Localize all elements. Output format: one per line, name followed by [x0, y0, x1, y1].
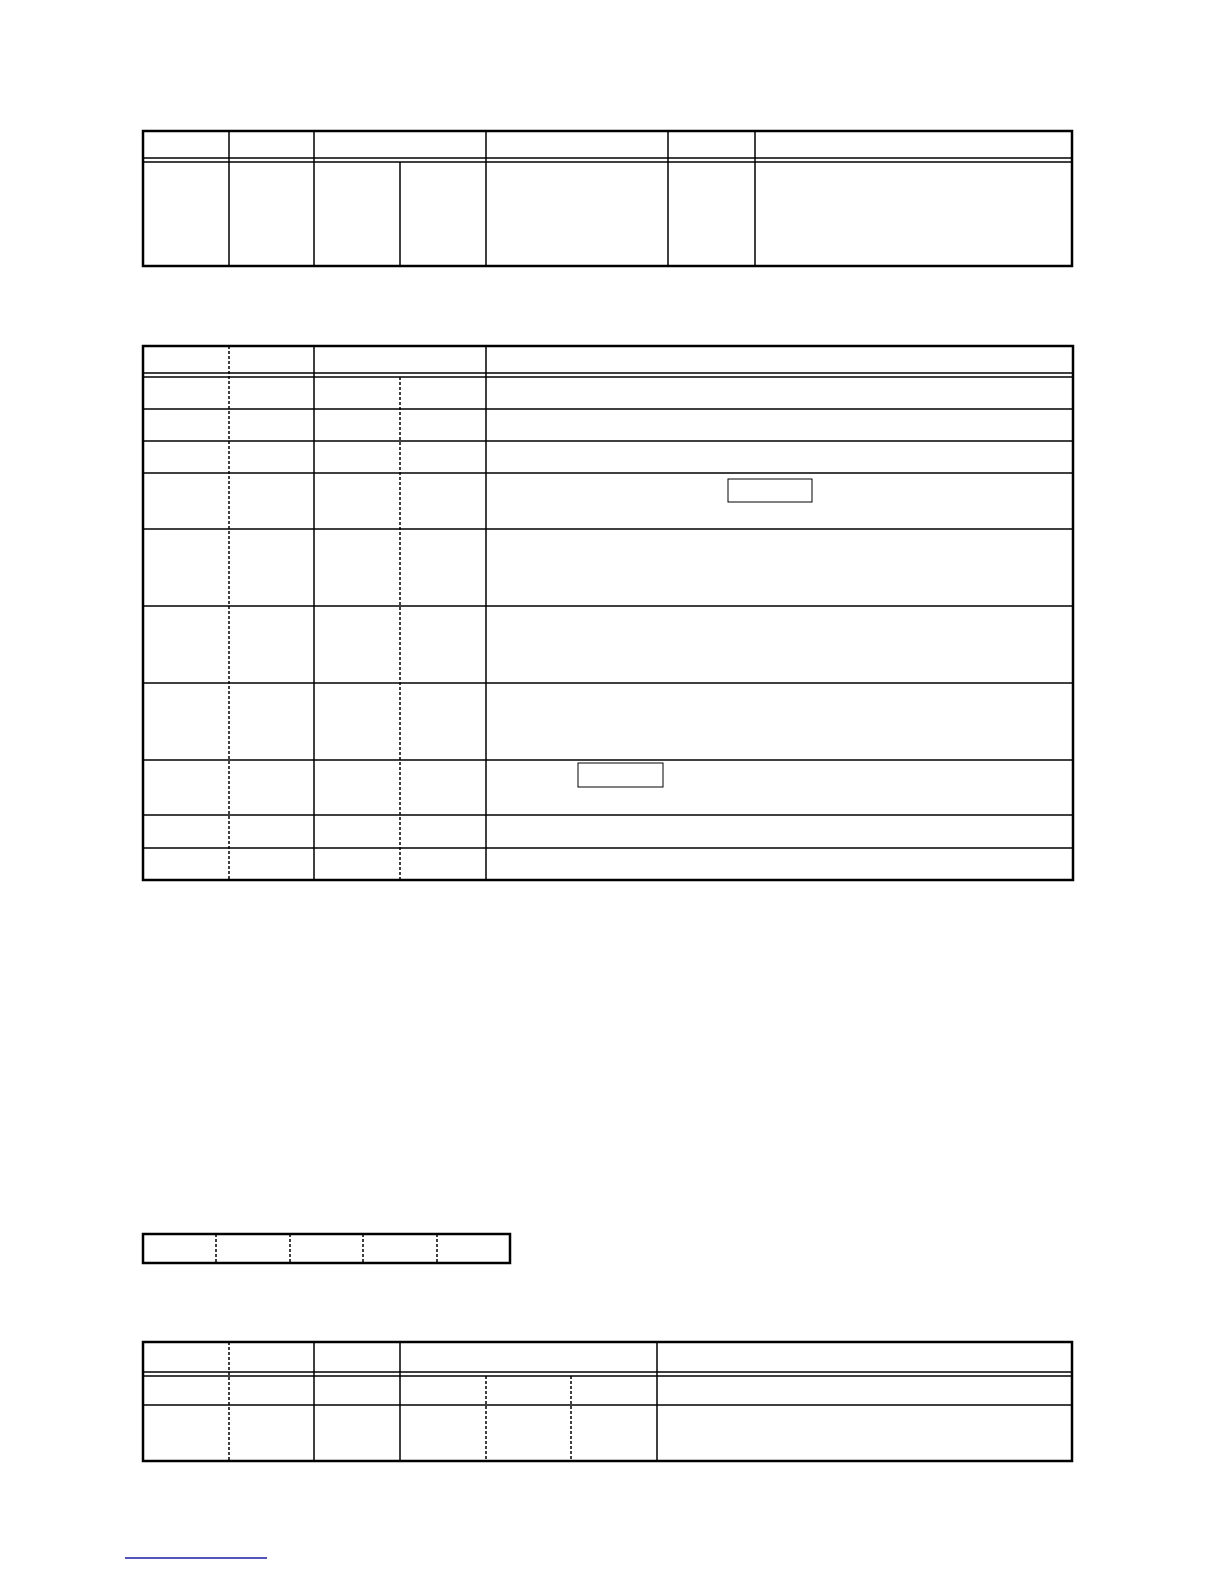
table-4	[143, 1342, 1072, 1461]
table-1	[143, 131, 1072, 266]
table-3	[143, 1234, 510, 1263]
table-2	[143, 346, 1073, 880]
